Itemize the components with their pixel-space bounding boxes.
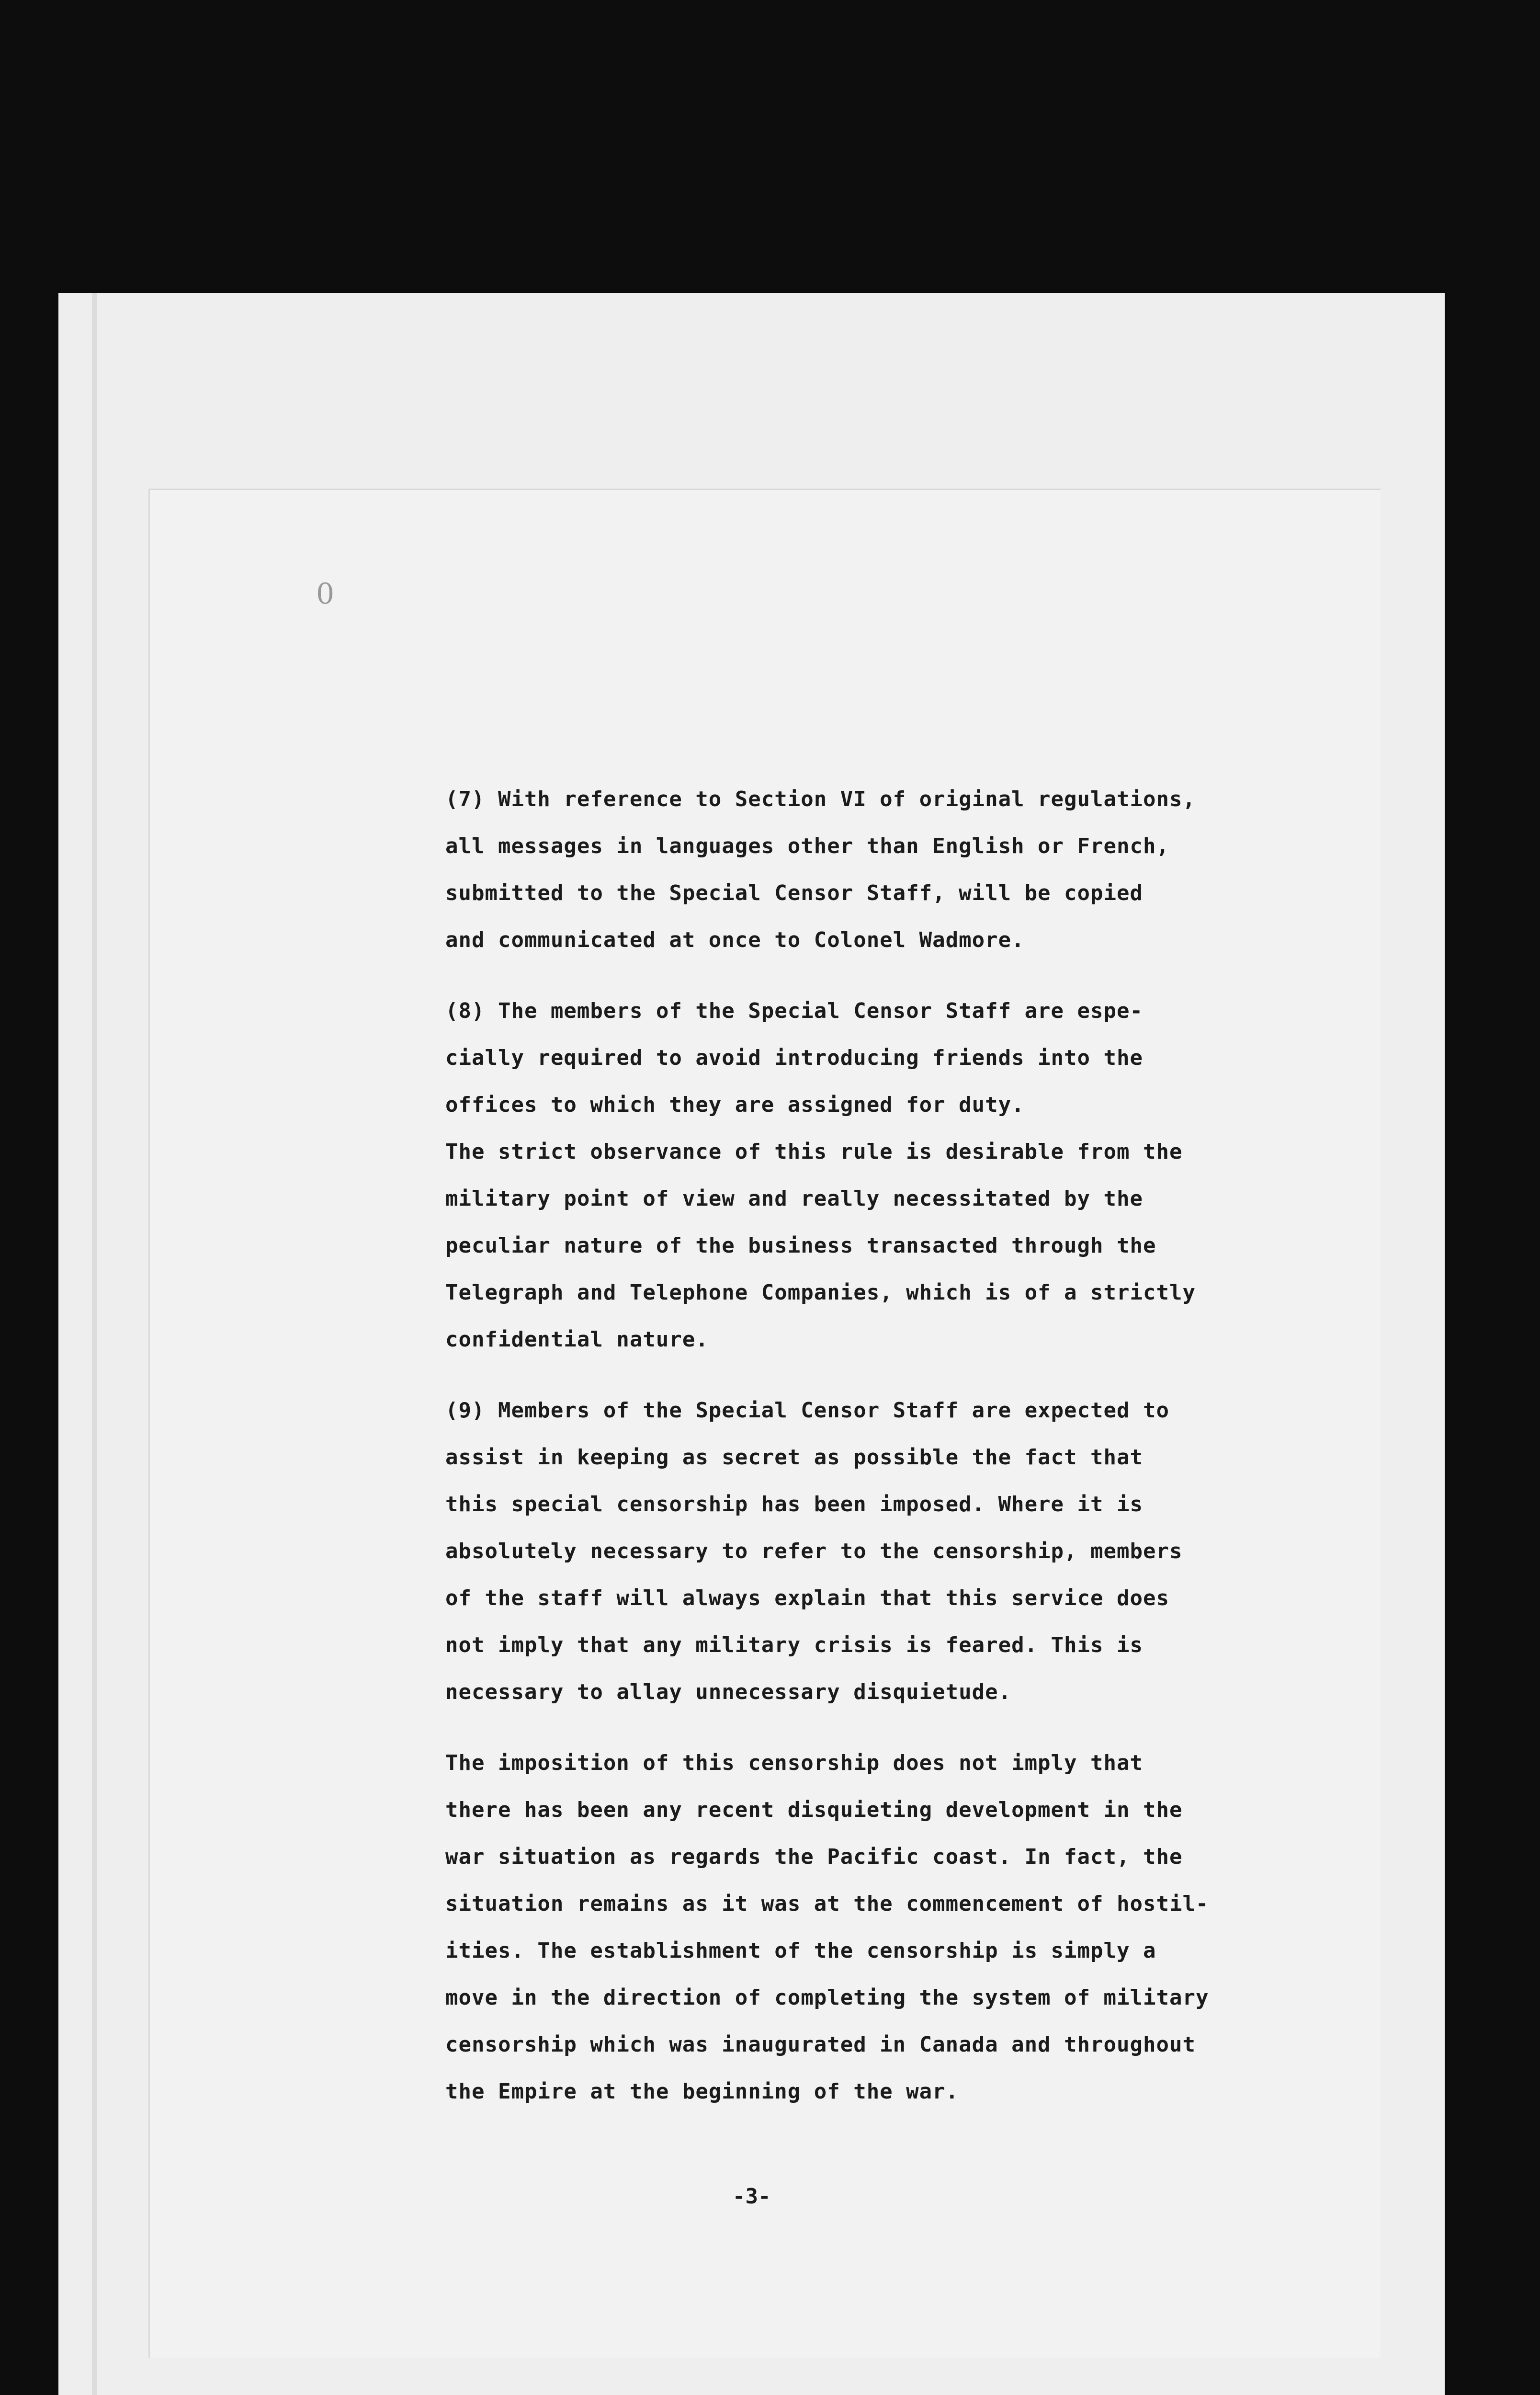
text-line: The strict observance of this rule is desirable from the xyxy=(445,1140,1183,1164)
text-line: situation remains as it was at the commencement of hostil- xyxy=(445,1892,1209,1916)
text-line: ities. The establishment of the censorship is simply a xyxy=(445,1939,1156,1963)
text-line: (7) With reference to Section VI of original regulations, xyxy=(445,787,1196,811)
text-line: the Empire at the beginning of the war. xyxy=(445,2079,959,2104)
text-line: this special censorship has been imposed. Where it is xyxy=(445,1492,1143,1517)
text-line: military point of view and really necessitated by the xyxy=(445,1186,1143,1211)
text-line: peculiar nature of the business transacted through the xyxy=(445,1233,1156,1258)
paragraph-closing xyxy=(445,1740,1317,2115)
text-line: and communicated at once to Colonel Wadmore. xyxy=(445,928,1025,952)
corner-mark: 0 xyxy=(316,577,335,611)
text-line: Telegraph and Telephone Companies, which is of a strictly xyxy=(445,1280,1196,1305)
text-line: offices to which they are assigned for duty. xyxy=(445,1093,1025,1117)
text-line: all messages in languages other than English or French, xyxy=(445,834,1169,858)
paragraph-7 xyxy=(445,776,1317,964)
page-number: -3- xyxy=(733,2184,771,2209)
text-line: not imply that any military crisis is feared. This is xyxy=(445,1633,1143,1657)
text-line: there has been any recent disquieting development in the xyxy=(445,1798,1183,1822)
text-line: move in the direction of completing the system of military xyxy=(445,1985,1209,2010)
text-line: (8) The members of the Special Censor Staff are espe- xyxy=(445,999,1143,1023)
text-line: necessary to allay unnecessary disquietude. xyxy=(445,1680,1012,1704)
paragraph-8 xyxy=(445,988,1317,1363)
text-line: cially required to avoid introducing friends into the xyxy=(445,1046,1143,1070)
text-line: war situation as regards the Pacific coast. In fact, the xyxy=(445,1845,1183,1869)
text-line: (9) Members of the Special Censor Staff are expected to xyxy=(445,1398,1169,1423)
text-line: absolutely necessary to refer to the censorship, members xyxy=(445,1539,1183,1563)
text-line: confidential nature. xyxy=(445,1327,709,1352)
text-line: censorship which was inaugurated in Canada and throughout xyxy=(445,2032,1196,2057)
paragraph-9 xyxy=(445,1387,1317,1716)
typed-text xyxy=(445,776,1317,2139)
text-line: submitted to the Special Censor Staff, will be copied xyxy=(445,881,1143,905)
text-line: The imposition of this censorship does not imply that xyxy=(445,1751,1143,1775)
page-fold xyxy=(92,293,97,2395)
text-line: assist in keeping as secret as possible the fact that xyxy=(445,1445,1143,1470)
text-line: of the staff will always explain that this service does xyxy=(445,1586,1169,1610)
